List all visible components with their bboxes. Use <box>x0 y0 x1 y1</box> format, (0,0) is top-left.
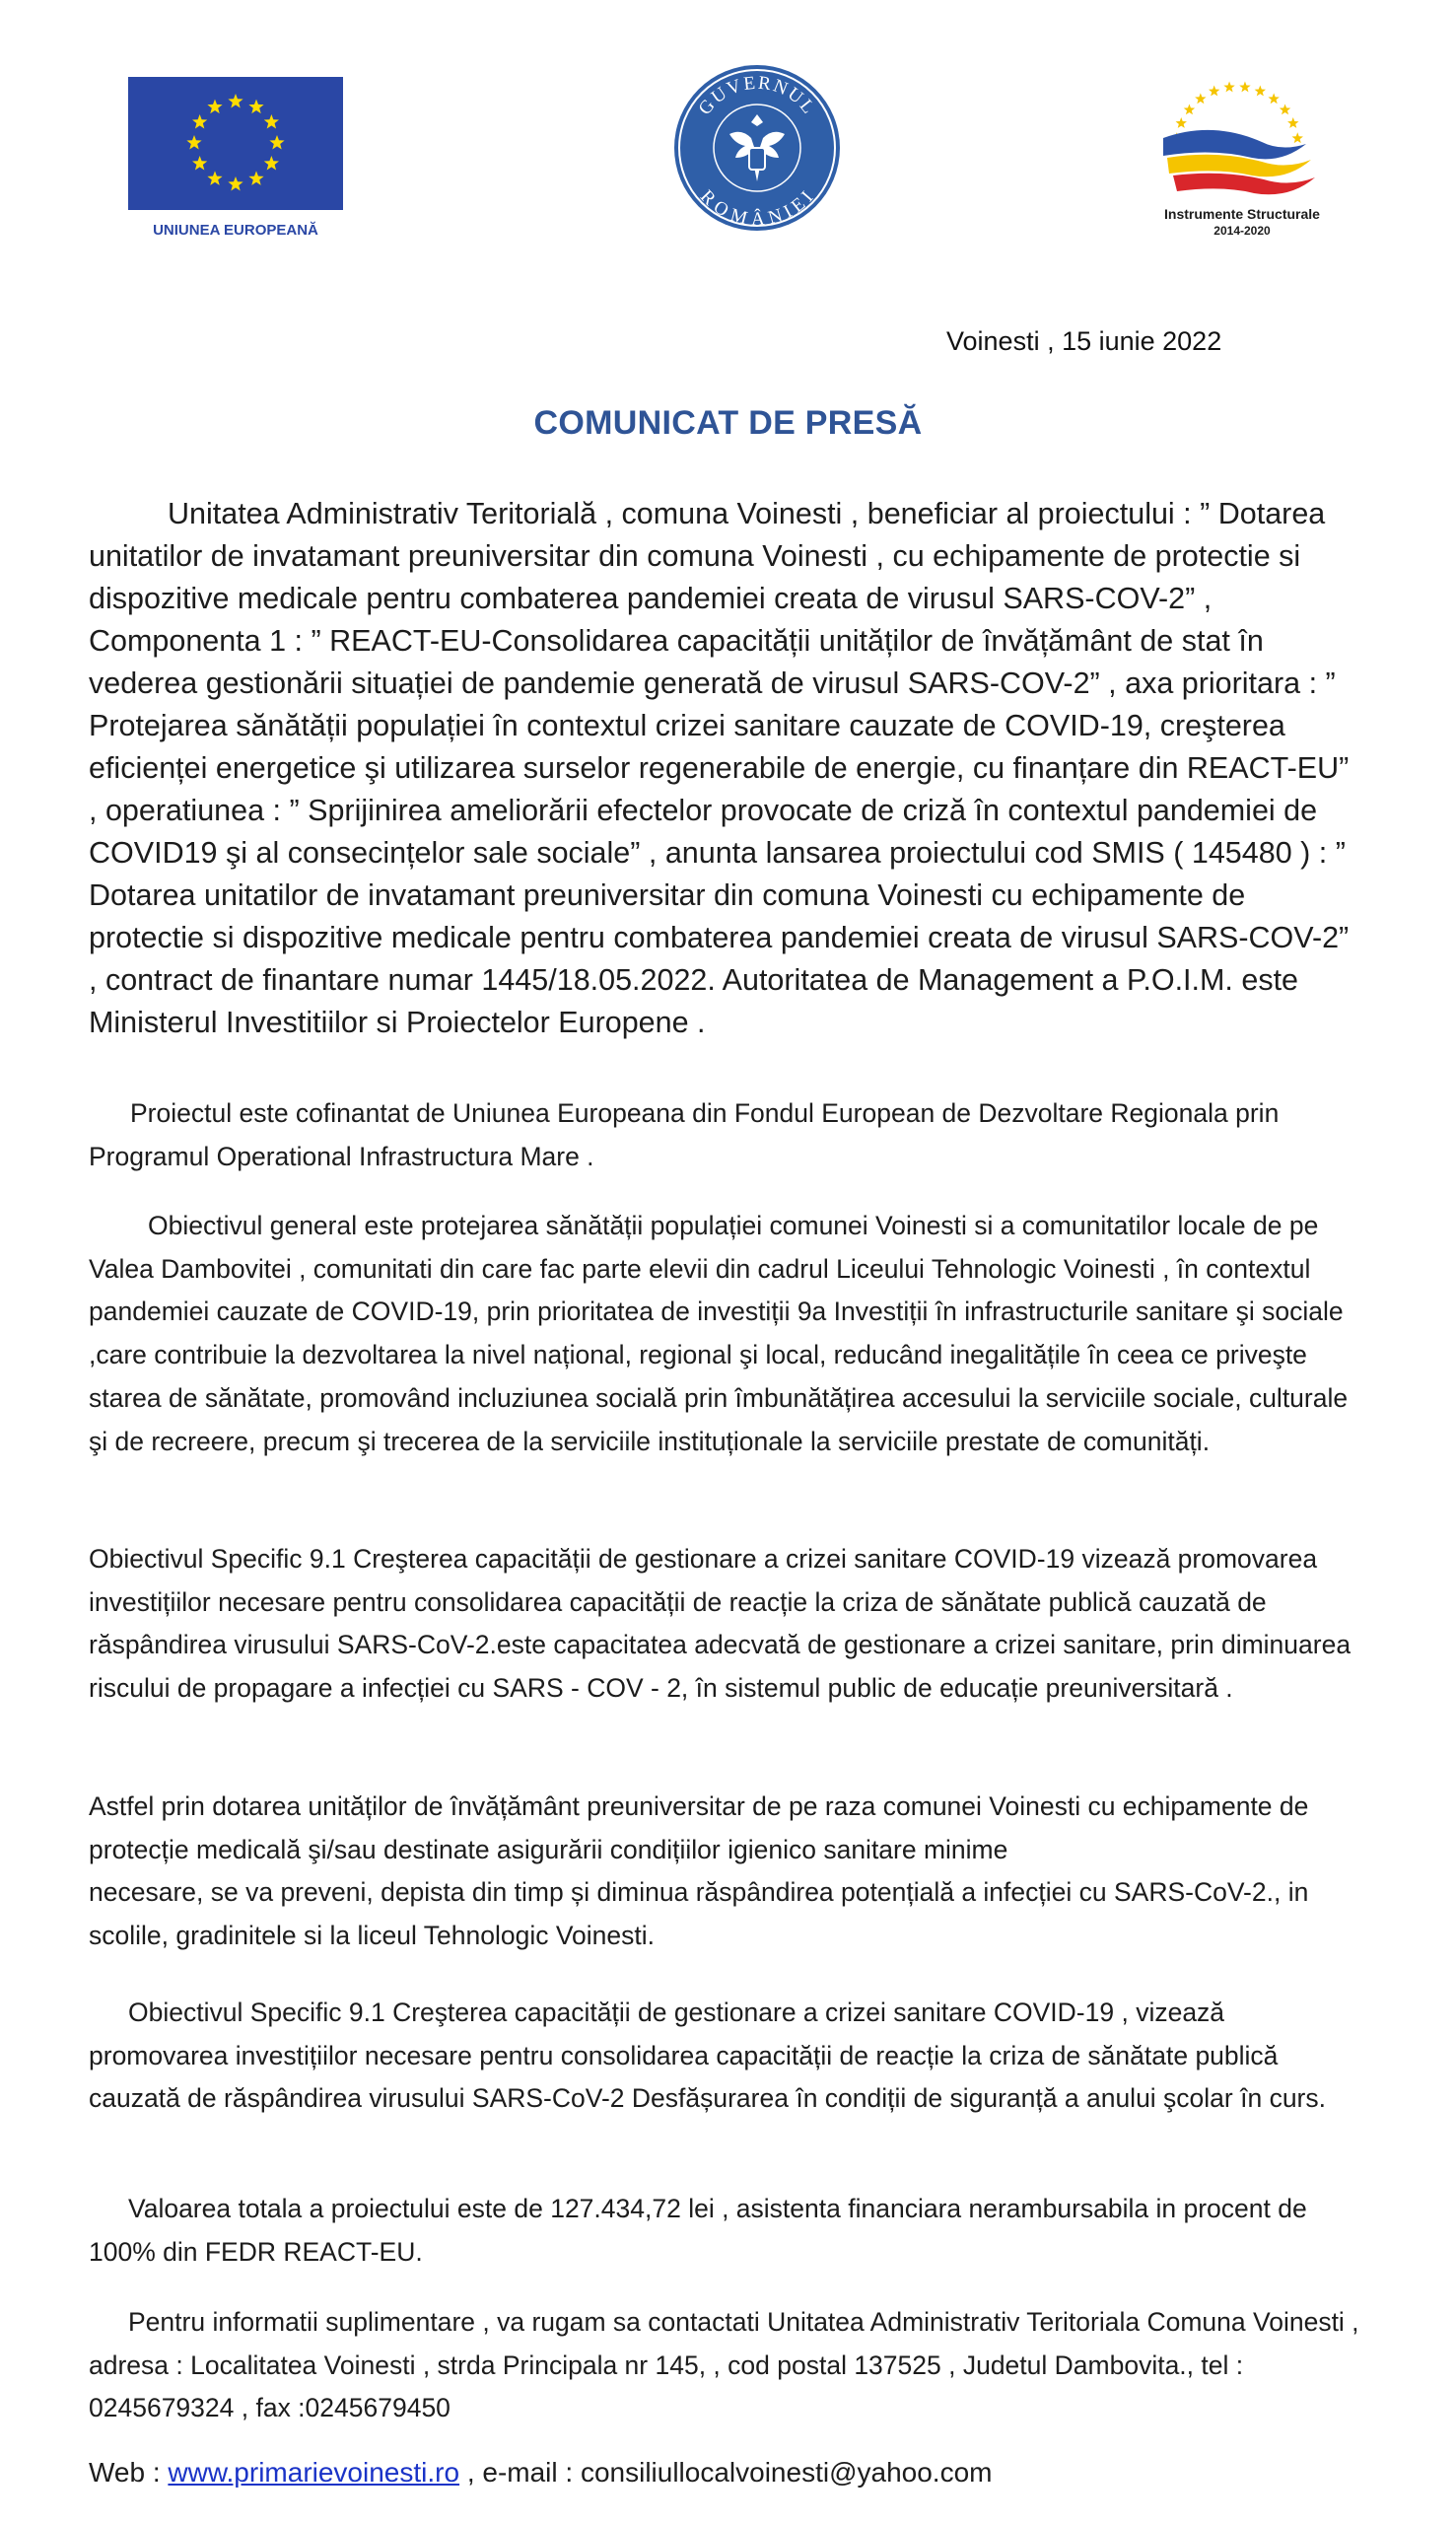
eu-flag-logo <box>128 77 343 245</box>
gov-bottom-text: ROMÂNIEI <box>695 185 819 231</box>
page-title: COMUNICAT DE PRESĂ <box>533 404 923 442</box>
structural-star-icon <box>1223 82 1234 93</box>
web-label: Web : <box>89 2457 169 2488</box>
swoosh-red <box>1173 174 1315 195</box>
structural-star-icon <box>1287 117 1298 128</box>
structural-caption-line1: Instrumente Structurale <box>1164 206 1320 222</box>
paragraph-cofinancing: Proiectul este cofinantat de Uniunea Europeana din Fondul European de Dezvoltare Regionala prin Programul Operational Infrastructura Mare . <box>89 1098 1280 1171</box>
structural-star-icon <box>1239 82 1250 93</box>
structural-star-icon <box>1268 93 1279 104</box>
structural-star-icon <box>1209 86 1219 97</box>
swoosh-blue <box>1163 130 1306 159</box>
structural-star-icon <box>1292 132 1303 143</box>
swoosh-yellow <box>1167 155 1311 176</box>
website-link[interactable]: www.primarievoinesti.ro <box>168 2457 460 2488</box>
email-text: , e-mail : consiliullocalvoinesti@yahoo.com <box>459 2457 993 2488</box>
eu-caption: UNIUNEA EUROPEANĂ <box>153 222 318 239</box>
paragraph-general-objective: Obiectivul general este protejarea sănătății populației comunei Voinesti si a comunitatilor locale de pe Valea Dambovitei , comunitati din care fac parte elevii din cadrul Liceului Tehnologic Voinesti , în contextul pandemiei cauzate de COVID-19, prin prioritatea de investiții 9a Investiții în infrastructurile sanitare şi sociale ,care contribuie la dezvoltarea la nivel național, regional şi local, reducând inegalitățile în ceea ce priveşte starea de sănătate, promovând incluziunea socială prin îmbunătățirea accesului la serviciile sociale, culturale şi de recreere, precum şi trecerea de la serviciile instituționale la serviciile prestate de comunități. <box>89 1211 1349 1456</box>
gov-top-text: GUVERNUL <box>694 72 820 119</box>
government-seal-logo <box>670 61 844 235</box>
paragraph-contact-info: Pentru informatii suplimentare , va rugam sa contactati Unitatea Administrativ Teritoriala Comuna Voinesti , adresa : Localitatea Voinesti , strda Principala nr 145, , cod postal 137525 , Judetul Dambovita., tel : 0245679324 , fax :0245679450 <box>89 2307 1359 2423</box>
paragraph-specific-objective: Obiectivul Specific 9.1 Creşterea capacității de gestionare a crizei sanitare COVID-19 vizează promovarea investițiilor necesare pentru consolidarea capacității de reacție la criza de sănătate publică cauzată de răspândirea virusului SARS-CoV-2.este capacitatea adecvată de gestionare a crizei sanitare, prin diminuarea riscului de propagare a infecției cu SARS - COV - 2, în sistemul public de educație preuniversitară . <box>89 1544 1352 1704</box>
paragraph-specific-objective-school-year: Obiectivul Specific 9.1 Creşterea capacității de gestionare a crizei sanitare COVID-19 , vizează promovarea investițiilor necesare pentru consolidarea capacității de reacție la criza de sănătate publică cauzată de răspândirea virusului SARS-CoV-2 Desfășurarea în condiții de siguranță a anului şcolar în curs. <box>89 1998 1326 2114</box>
structural-star-icon <box>1176 117 1187 128</box>
structural-star-icon <box>1184 104 1195 114</box>
paragraph-endowment-part-2: necesare, se va preveni, depista din timp și diminua răspândirea potențială a infecției cu SARS-CoV-2., in scolile, gradinitele si la liceul Tehnologic Voinesti. <box>89 1877 1309 1950</box>
contact-line <box>89 2453 1360 2492</box>
structural-star-icon <box>1280 104 1290 114</box>
paragraph-endowment-part-1: Astfel prin dotarea unităților de învățământ preuniversitar de pe raza comunei Voinesti cu echipamente de protecție medicală şi/sau destinate asigurării condițiilor igienico sanitare minime <box>89 1791 1309 1864</box>
structural-caption-line2: 2014-2020 <box>1213 224 1271 238</box>
structural-star-icon <box>1255 86 1266 97</box>
structural-instruments-logo <box>1134 61 1341 239</box>
structural-star-icon <box>1195 93 1206 104</box>
date-line: Voinesti , 15 iunie 2022 <box>946 326 1222 356</box>
paragraph-project-announcement: Unitatea Administrativ Teritorială , comuna Voinesti , beneficiar al proiectului : ” Dotarea unitatilor de invatamant preuniversitar din comuna Voinesti , cu echipamente de protectie si dispozitive medicale pentru combaterea pandemiei creata de virusul SARS-COV-2” , Componenta 1 : ” REACT-EU-Consolidarea capacității unităților de învățământ de stat în vederea gestionării situației de pandemie generată de virusul SARS-COV-2” , axa prioritara : ” Protejarea sănătății populației în contextul crizei sanitare cauzate de COVID-19, creşterea eficienței energetice şi utilizarea surselor regenerabile de energie, cu finanțare din REACT-EU” , operatiunea : ” Sprijinirea ameliorării efectelor provocate de criză în contextul pandemiei de COVID19 şi al consecințelor sale sociale” , anunta lansarea proiectului cod SMIS ( 145480 ) : ” Dotarea unitatilor de invatamant preuniversitar din comuna Voinesti cu echipamente de protectie si dispozitive medicale pentru combaterea pandemiei creata de virusul SARS-COV-2” , contract de finantare numar 1445/18.05.2022. Autoritatea de Management a P.O.I.M. este Ministerul Investitiilor si Proiectelor Europene . <box>89 497 1350 1039</box>
paragraph-project-value: Valoarea totala a proiectului este de 127.434,72 lei , asistenta financiara nerambursabila in procent de 100% din FEDR REACT-EU. <box>89 2194 1307 2267</box>
